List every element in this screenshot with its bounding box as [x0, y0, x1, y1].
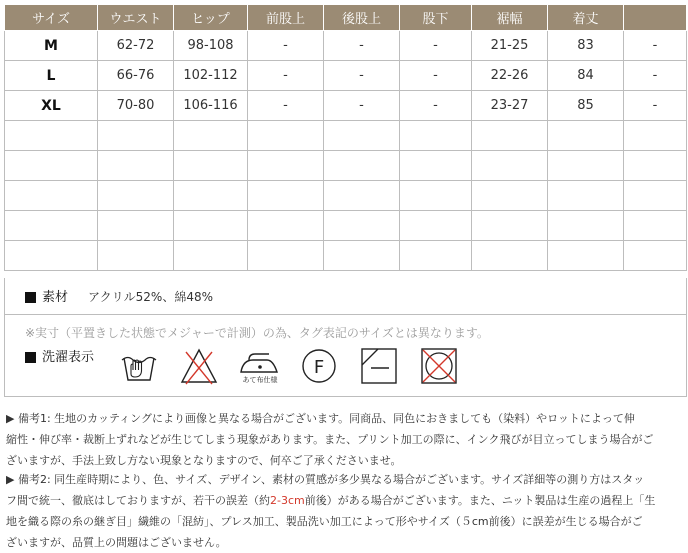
note-1-line: ざいますが、手法上致し方ない現象となりますので、何卒ご了承くださいませ。: [6, 454, 402, 467]
table-cell: 23-27: [472, 91, 548, 121]
table-cell: [248, 151, 324, 181]
header-hip: ヒップ: [174, 5, 248, 31]
table-row: [5, 31, 687, 61]
iron-with-cloth-icon: [237, 346, 283, 386]
table-cell: [472, 241, 548, 271]
table-cell: [174, 151, 248, 181]
table-cell: -: [400, 31, 472, 61]
table-row: [5, 91, 687, 121]
table-cell: [324, 211, 400, 241]
table-cell: [174, 121, 248, 151]
material-row: [25, 286, 213, 305]
iron-caption: あて布仕様: [242, 376, 278, 384]
dry-clean-f-icon: [299, 346, 339, 386]
size-cell: M: [5, 31, 98, 61]
error-range-highlight: 2-3cm: [270, 494, 305, 507]
table-cell: [472, 181, 548, 211]
table-cell: [624, 211, 687, 241]
table-cell: 62-72: [98, 31, 174, 61]
dry-clean-letter: F: [313, 357, 325, 378]
table-cell: [248, 211, 324, 241]
table-cell: [324, 121, 400, 151]
note-1-line: ▶ 備考1: 生地のカッティングにより画像と異なる場合がございます。同商品、同色におきましても（染料）やロットによって伸: [6, 412, 635, 425]
header-back-rise: 後股上: [324, 5, 400, 31]
note-1-line: 縮性・伸び率・裁断上ずれなどが生じてしまう現象があります。また、プリント加工の際に、インク飛びが目立ってしまう場合がご: [6, 433, 654, 446]
header-front-rise: 前股上: [248, 5, 324, 31]
no-bleach-icon: [179, 346, 219, 386]
table-cell: [400, 121, 472, 151]
laundry-row-label: [25, 346, 94, 365]
table-cell: [548, 211, 624, 241]
table-cell: [624, 241, 687, 271]
no-tumble-dry-icon: [419, 346, 459, 386]
table-cell: [472, 121, 548, 151]
header-size: サイズ: [5, 5, 98, 31]
table-cell: [324, 181, 400, 211]
size-cell: XL: [5, 91, 98, 121]
note-2-line: 地を織る際の糸の継ぎ目」繊維の「混紡」、プレス加工、製品洗い加工によって形やサイズ（５cm前後）に誤差が生じる場合がご: [6, 515, 643, 528]
table-cell: [400, 241, 472, 271]
table-cell: 70-80: [98, 91, 174, 121]
header-extra: [624, 5, 687, 31]
table-cell: -: [324, 31, 400, 61]
table-cell: -: [624, 91, 687, 121]
table-row: [5, 61, 687, 91]
table-row: [5, 151, 687, 181]
table-cell: [548, 121, 624, 151]
table-row: [5, 121, 687, 151]
table-cell: [400, 151, 472, 181]
table-cell: -: [324, 61, 400, 91]
table-cell: -: [248, 91, 324, 121]
table-cell: [98, 211, 174, 241]
table-cell: [98, 181, 174, 211]
note-1-prefix: ▶ 備考1:: [6, 412, 51, 425]
table-cell: [548, 151, 624, 181]
note-2: [6, 469, 686, 553]
size-cell: [5, 121, 98, 151]
material-value: アクリル52%、綿48%: [88, 290, 213, 304]
table-cell: [548, 181, 624, 211]
note-2-line: ▶ 備考2: 同生産時期により、色、サイズ、デザイン、素材の質感が多少異なる場合がございます。サイズ詳細等の測り方はスタッ: [6, 473, 645, 486]
measurement-note: ※実寸（平置きした状態でメジャーで計測）の為、タグ表記のサイズとは異なります。: [25, 326, 489, 340]
size-cell: L: [5, 61, 98, 91]
header-waist: ウエスト: [98, 5, 174, 31]
table-cell: 98-108: [174, 31, 248, 61]
table-cell: [174, 241, 248, 271]
table-cell: [324, 241, 400, 271]
size-cell: [5, 211, 98, 241]
table-cell: [98, 151, 174, 181]
header-hem-width: 裾幅: [472, 5, 548, 31]
table-cell: [472, 151, 548, 181]
table-cell: [248, 241, 324, 271]
table-cell: 66-76: [98, 61, 174, 91]
table-cell: -: [400, 61, 472, 91]
note-2-prefix: ▶ 備考2:: [6, 473, 51, 486]
table-cell: 22-26: [472, 61, 548, 91]
table-row: [5, 241, 687, 271]
table-cell: 106-116: [174, 91, 248, 121]
table-cell: 83: [548, 31, 624, 61]
divider: [5, 314, 686, 315]
table-cell: [400, 211, 472, 241]
line-dry-shade-icon: [359, 346, 399, 386]
table-cell: -: [324, 91, 400, 121]
note-1: [6, 408, 686, 471]
table-cell: [324, 151, 400, 181]
table-cell: -: [624, 31, 687, 61]
square-bullet-icon: [25, 352, 36, 363]
table-cell: [624, 181, 687, 211]
table-row: [5, 211, 687, 241]
size-table: [4, 4, 687, 271]
table-cell: [248, 181, 324, 211]
table-cell: 85: [548, 91, 624, 121]
table-cell: [174, 181, 248, 211]
note-2-line: ざいますが、品質上の問題はございません。: [6, 536, 227, 549]
size-cell: [5, 241, 98, 271]
note-2-line: フ間で統一、徹底はしておりますが、若干の誤差（約2-3cm前後）がある場合がございます。また、ニット製品は生産の過程上「生: [6, 494, 656, 507]
header-inseam: 股下: [400, 5, 472, 31]
table-cell: -: [400, 91, 472, 121]
size-cell: [5, 181, 98, 211]
table-cell: -: [248, 61, 324, 91]
table-header-row: [5, 5, 687, 31]
table-cell: 21-25: [472, 31, 548, 61]
table-cell: [472, 211, 548, 241]
table-cell: [98, 241, 174, 271]
table-cell: 102-112: [174, 61, 248, 91]
table-cell: [624, 121, 687, 151]
table-cell: [548, 241, 624, 271]
table-cell: [174, 211, 248, 241]
hand-wash-icon: [119, 346, 159, 386]
square-bullet-icon: [25, 292, 36, 303]
material-label: 素材: [42, 290, 69, 305]
info-box: [4, 278, 687, 397]
table-cell: -: [624, 61, 687, 91]
table-cell: [624, 151, 687, 181]
laundry-label: 洗濯表示: [42, 350, 95, 365]
table-cell: 84: [548, 61, 624, 91]
table-body: [5, 31, 687, 271]
table-cell: [400, 181, 472, 211]
size-cell: [5, 151, 98, 181]
table-cell: [248, 121, 324, 151]
table-cell: -: [248, 31, 324, 61]
table-cell: [98, 121, 174, 151]
header-length: 着丈: [548, 5, 624, 31]
table-row: [5, 181, 687, 211]
